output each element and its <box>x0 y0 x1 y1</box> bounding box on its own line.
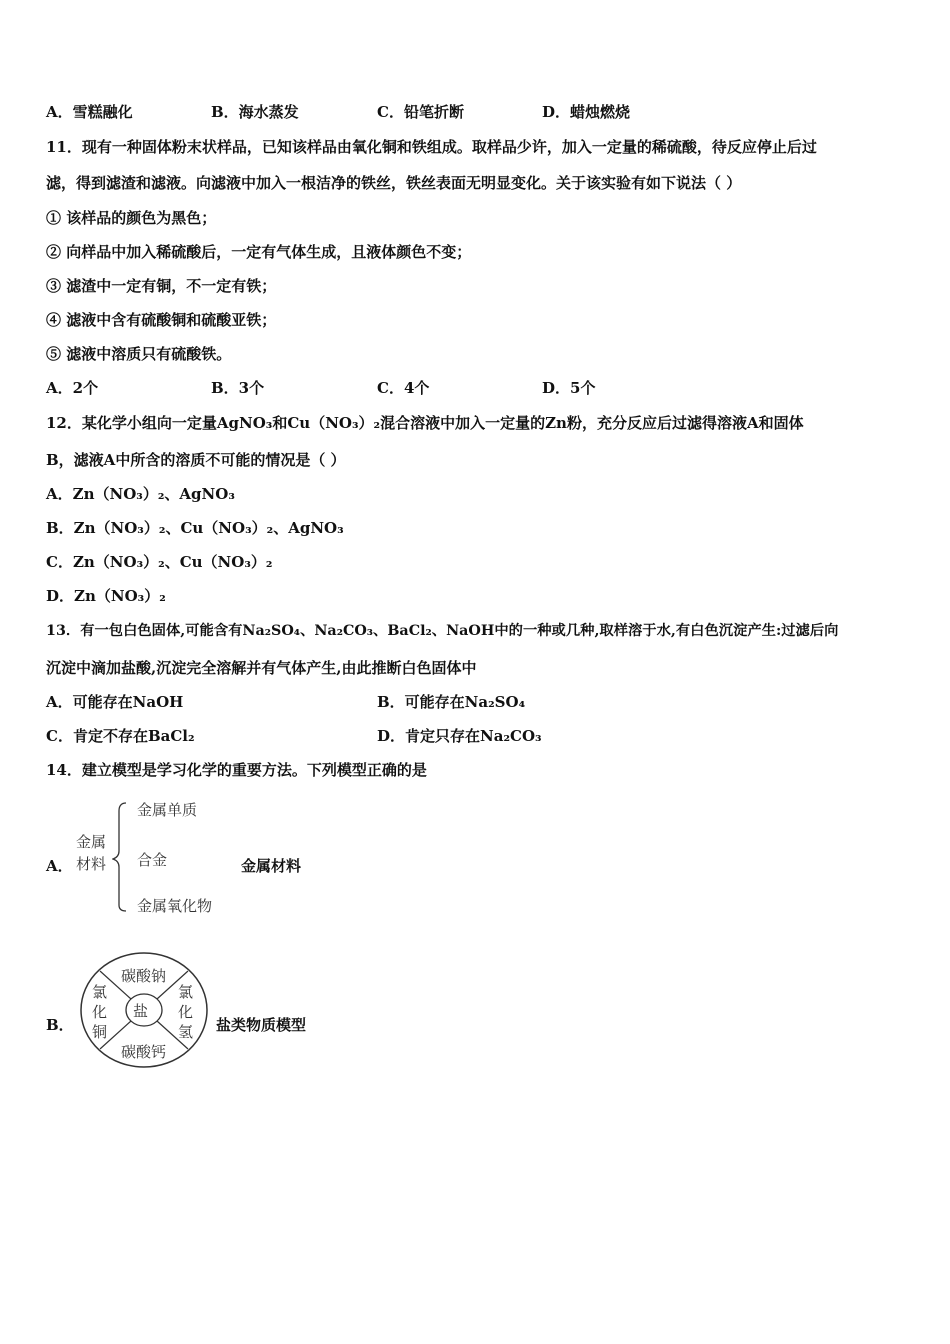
q12-option-b: B．Zn（NO₃）₂、Cu（NO₃）₂、AgNO₃ <box>46 519 344 537</box>
q12-stem-line1: 12．某化学小组向一定量AgNO₃和Cu（NO₃）₂混合溶液中加入一定量的Zn粉，充分反应后过滤得溶液A和固体 <box>46 414 804 432</box>
q11-stem-line2: 滤，得到滤渣和滤液。向滤液中加入一根洁净的铁丝，铁丝表面无明显变化。关于该实验有如下说法（ ） <box>46 174 742 192</box>
q13-stem-line2: 沉淀中滴加盐酸,沉淀完全溶解并有气体产生,由此推断白色固体中 <box>46 659 477 677</box>
diagram-a-root-top: 金属 <box>76 833 107 851</box>
diagram-b-bottom: 碳酸钙 <box>121 1043 167 1061</box>
salt-model-diagram <box>80 951 208 1069</box>
q12-option-d: D．Zn（NO₃）₂ <box>46 587 166 605</box>
q11-statement-4: ④ 滤液中含有硫酸铜和硫酸亚铁； <box>46 311 277 329</box>
q11-stem-line1: 11．现有一种固体粉末状样品，已知该样品由氧化铜和铁组成。取样品少许，加入一定量的稀硫酸，待反应停止后过 <box>46 138 817 156</box>
q14-option-a-caption: 金属材料 <box>241 857 302 875</box>
diagram-a-branch-3: 金属氧化物 <box>137 897 213 915</box>
q11-statement-2: ② 向样品中加入稀硫酸后，一定有气体生成，且液体颜色不变； <box>46 243 472 261</box>
diagram-b-left: 氯化铜 <box>92 983 108 1041</box>
q11-option-c: C．4个 <box>377 379 430 397</box>
q13-option-d: D．肯定只存在Na₂CO₃ <box>377 727 542 745</box>
metal-materials-diagram <box>74 795 234 920</box>
q14-option-b-caption: 盐类物质模型 <box>216 1016 307 1034</box>
diagram-b-top: 碳酸钠 <box>121 967 167 985</box>
diagram-a-branch-2: 合金 <box>137 851 168 869</box>
q13-option-a: A．可能存在NaOH <box>46 693 184 711</box>
q11-option-a: A．2个 <box>46 379 99 397</box>
q12-option-c: C．Zn（NO₃）₂、Cu（NO₃）₂ <box>46 553 273 571</box>
q10-option-d: D．蜡烛燃烧 <box>542 103 631 121</box>
brace-icon <box>112 801 136 913</box>
q14-option-a-label: A． <box>46 857 73 875</box>
q11-statement-3: ③ 滤渣中一定有铜，不一定有铁； <box>46 277 277 295</box>
q11-option-b: B．3个 <box>211 379 265 397</box>
q10-option-c: C．铅笔折断 <box>377 103 464 121</box>
q13-option-c: C．肯定不存在BaCl₂ <box>46 727 195 745</box>
q13-stem-line1: 13．有一包白色固体,可能含有Na₂SO₄、Na₂CO₃、BaCl₂、NaOH中的一种或几种,取样溶于水,有白色沉淀产生:过滤后向 <box>46 623 839 639</box>
q10-option-b: B．海水蒸发 <box>211 103 299 121</box>
diagram-a-branch-1: 金属单质 <box>137 801 198 819</box>
q12-option-a: A．Zn（NO₃）₂、AgNO₃ <box>46 485 235 503</box>
q11-option-d: D．5个 <box>542 379 596 397</box>
q14-option-b-label: B． <box>46 1016 74 1034</box>
q11-statement-1: ① 该样品的颜色为黑色； <box>46 209 217 227</box>
diagram-b-right: 氯化氢 <box>178 983 194 1041</box>
q13-option-b: B．可能存在Na₂SO₄ <box>377 693 526 711</box>
q12-stem-line2: B，滤液A中所含的溶质不可能的情况是（ ） <box>46 451 346 469</box>
diagram-b-center: 盐 <box>133 1002 149 1020</box>
q10-option-a: A．雪糕融化 <box>46 103 133 121</box>
q11-statement-5: ⑤ 滤液中溶质只有硫酸铁。 <box>46 345 232 363</box>
q14-stem: 14．建立模型是学习化学的重要方法。下列模型正确的是 <box>46 761 427 779</box>
diagram-a-root-bottom: 材料 <box>76 855 107 873</box>
